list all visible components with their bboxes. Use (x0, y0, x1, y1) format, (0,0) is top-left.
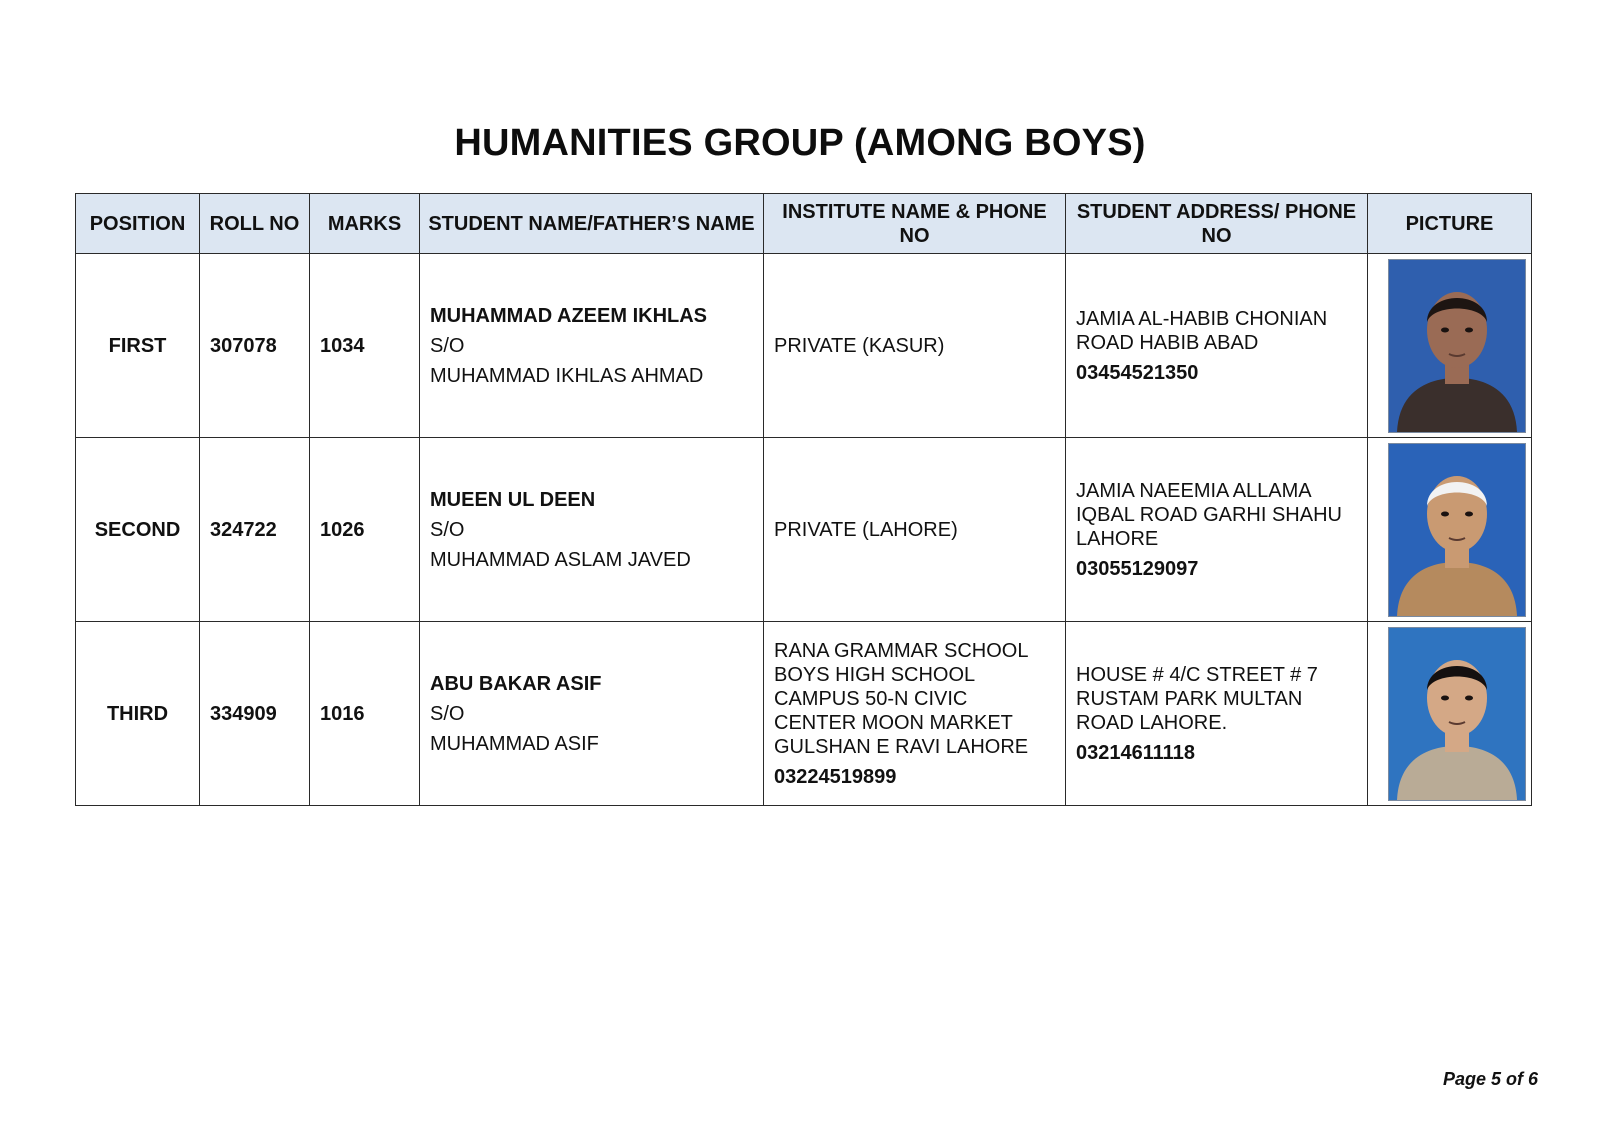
student-photo-image (1389, 260, 1525, 432)
table-row (76, 622, 1532, 806)
table-row (76, 438, 1532, 622)
institute-cell (764, 254, 1066, 438)
father-name: MUHAMMAD ASLAM JAVED (430, 548, 691, 571)
address-line: HOUSE # 4/C STREET # 7 (1076, 663, 1318, 686)
roll-no-cell: 307078 (200, 254, 310, 438)
student-photo (1388, 259, 1526, 433)
roll-no-cell: 324722 (200, 438, 310, 622)
student-photo-image (1389, 444, 1525, 616)
marks-cell: 1026 (310, 438, 420, 622)
institute-line: BOYS HIGH SCHOOL (774, 663, 976, 686)
student-photo-image (1389, 628, 1525, 800)
address-line: IQBAL ROAD GARHI SHAHU (1076, 503, 1342, 526)
address-line: LAHORE (1076, 527, 1159, 550)
institute-cell (764, 622, 1066, 806)
address-line: ROAD LAHORE. (1076, 711, 1228, 734)
institute-line: CAMPUS 50-N CIVIC (774, 687, 968, 710)
header-student-name: STUDENT NAME/FATHER’S NAME (420, 194, 764, 254)
relation-label: S/O (430, 702, 465, 725)
picture-cell (1368, 438, 1532, 622)
header-picture: PICTURE (1368, 194, 1532, 254)
header-marks: MARKS (310, 194, 420, 254)
position-cell: SECOND (76, 438, 200, 622)
picture-cell (1368, 622, 1532, 806)
institute-phone: 03224519899 (774, 765, 897, 788)
institute-line: CENTER MOON MARKET (774, 711, 1013, 734)
picture-cell (1368, 254, 1532, 438)
father-name: MUHAMMAD IKHLAS AHMAD (430, 364, 704, 387)
header-roll-no: ROLL NO (200, 194, 310, 254)
marks-cell: 1034 (310, 254, 420, 438)
address-phone: 03214611118 (1076, 741, 1196, 764)
address-phone: 03055129097 (1076, 557, 1199, 580)
results-table (75, 193, 1532, 806)
institute-line: PRIVATE (KASUR) (774, 334, 945, 357)
student-name: MUEEN UL DEEN (430, 488, 596, 511)
father-name: MUHAMMAD ASIF (430, 732, 599, 755)
position-cell: FIRST (76, 254, 200, 438)
address-cell (1066, 622, 1368, 806)
student-name-cell (420, 254, 764, 438)
student-name-cell (420, 438, 764, 622)
header-address: STUDENT ADDRESS/ PHONE NO (1066, 194, 1368, 254)
header-position: POSITION (76, 194, 200, 254)
student-name-cell (420, 622, 764, 806)
address-cell (1066, 438, 1368, 622)
table-row (76, 254, 1532, 438)
marks-cell: 1016 (310, 622, 420, 806)
roll-no-cell: 334909 (200, 622, 310, 806)
page-number: Page 5 of 6 (1442, 1069, 1538, 1089)
relation-label: S/O (430, 334, 465, 357)
address-line: JAMIA NAEEMIA ALLAMA (1076, 479, 1312, 502)
address-cell (1066, 254, 1368, 438)
student-photo (1388, 443, 1526, 617)
institute-line: RANA GRAMMAR SCHOOL (774, 639, 1029, 662)
header-institute: INSTITUTE NAME & PHONE NO (764, 194, 1066, 254)
student-photo (1388, 627, 1526, 801)
institute-line: GULSHAN E RAVI LAHORE (774, 735, 1029, 758)
address-line: RUSTAM PARK MULTAN (1076, 687, 1303, 710)
address-phone: 03454521350 (1076, 361, 1199, 384)
institute-cell (764, 438, 1066, 622)
address-line: ROAD HABIB ABAD (1076, 331, 1259, 354)
page-title: HUMANITIES GROUP (AMONG BOYS) (454, 122, 1146, 164)
institute-line: PRIVATE (LAHORE) (774, 518, 958, 541)
position-cell: THIRD (76, 622, 200, 806)
table-header-row (76, 194, 1532, 254)
student-name: MUHAMMAD AZEEM IKHLAS (430, 304, 708, 327)
address-line: JAMIA AL-HABIB CHONIAN (1076, 307, 1328, 330)
relation-label: S/O (430, 518, 465, 541)
student-name: ABU BAKAR ASIF (430, 672, 602, 695)
